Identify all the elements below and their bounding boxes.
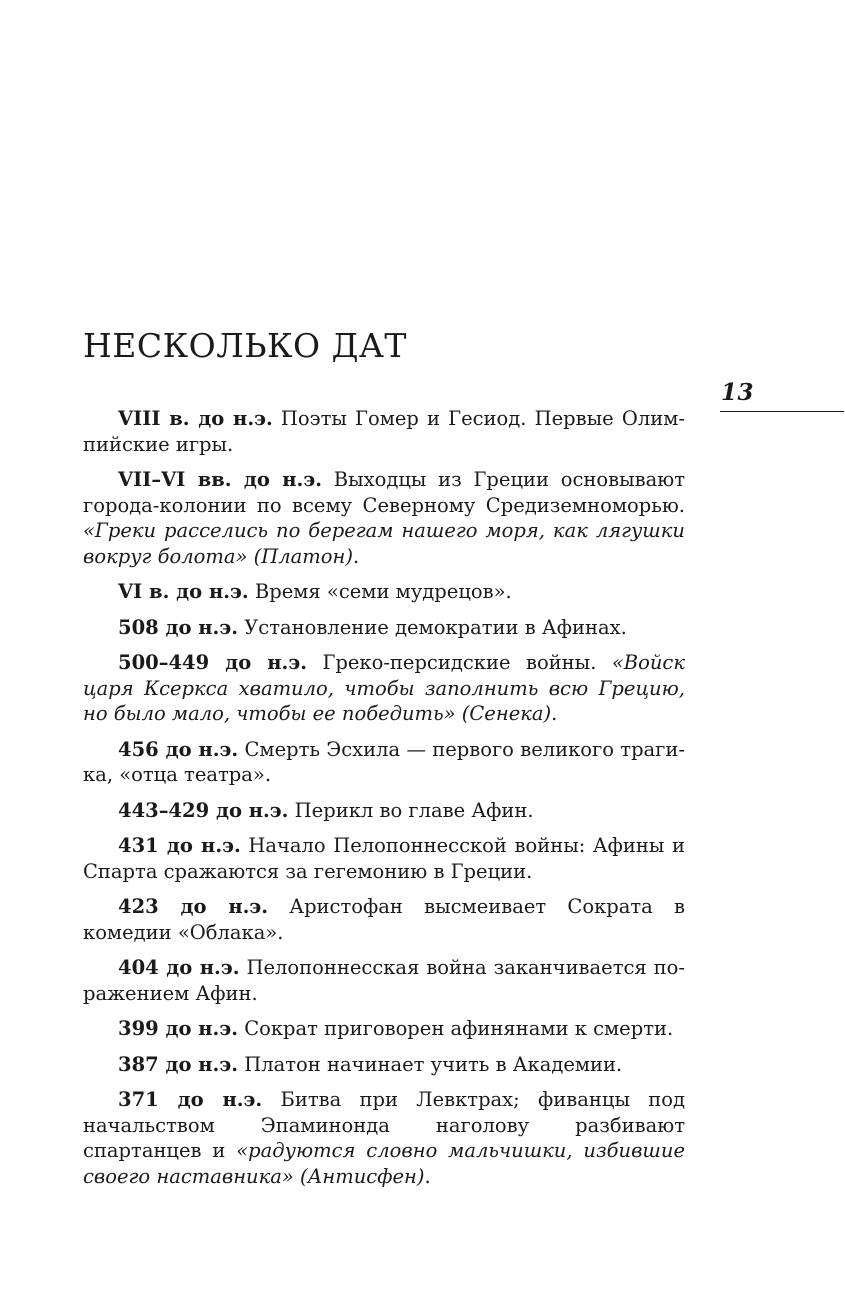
timeline-entry: [83, 1087, 685, 1189]
entry-tail: .: [424, 1164, 431, 1188]
timeline-entry: [83, 1052, 685, 1078]
entry-quote: «Греки расселись по берегам нашего моря, как лягушки вокруг болота» (Платон): [83, 519, 685, 568]
page-title: НЕСКОЛЬКО ДАТ: [83, 326, 407, 365]
timeline-entry: [83, 737, 685, 788]
entry-date: 404 до н.э.: [118, 956, 240, 979]
timeline-entry: [83, 579, 685, 605]
entry-text: Сократ приговорен афинянами к смерти.: [238, 1017, 674, 1040]
entry-date: 387 до н.э.: [118, 1052, 239, 1076]
entry-date: 456 до н.э.: [118, 737, 239, 761]
timeline-entry: [83, 798, 685, 824]
timeline-entry: [83, 467, 685, 569]
timeline-entry: [83, 406, 685, 457]
timeline-entry: [83, 650, 685, 727]
timeline-list: [83, 406, 685, 1199]
entry-text: Греко-персидские войны.: [307, 651, 612, 674]
entry-date: 443–429 до н.э.: [118, 798, 289, 822]
timeline-entry: [83, 894, 685, 945]
entry-text: Аристофан высмеивает Сократа в комедии «Облака».: [83, 895, 685, 944]
entry-text: Время «семи мудрецов».: [248, 580, 512, 603]
entry-text: Начало Пелопоннесской войны: Афины и Спарта сражаются за гегемонию в Греции.: [83, 834, 686, 883]
entry-text: Поэты Гомер и Гесиод. Первые Олимпийские игры.: [83, 407, 685, 456]
entry-date: 399 до н.э.: [118, 1017, 239, 1040]
entry-quote: «радуются словно мальчишки, избившие своего наставника» (Антисфен): [83, 1139, 686, 1188]
entry-date: VI в. до н.э.: [118, 580, 249, 603]
page-number-rule: [720, 411, 844, 412]
timeline-entry: [83, 833, 685, 884]
timeline-entry: [83, 955, 685, 1006]
entry-text: Установление демократии в Афинах.: [238, 615, 627, 639]
entry-date: 371 до н.э.: [118, 1088, 263, 1111]
entry-quote: «Войск царя Ксеркса хватило, чтобы заполнить всю Грецию, но было мало, чтобы ее победить» (Сенека): [83, 651, 685, 725]
entry-text: Платон начинает учить в Академии.: [238, 1052, 623, 1076]
entry-text: Перикл во главе Афин.: [288, 798, 534, 822]
page-number: 13: [721, 379, 755, 406]
entry-text: Смерть Эсхила — первого великого трагика, «отца театра».: [83, 737, 685, 786]
entry-tail: .: [352, 544, 360, 568]
entry-tail: .: [551, 702, 558, 725]
entry-date: 508 до н.э.: [118, 615, 239, 639]
entry-text: Выходцы из Греции основывают города-колонии по всему Северному Средиземноморью.: [83, 468, 685, 517]
entry-date: 500–449 до н.э.: [118, 651, 307, 674]
entry-date: VII–VI вв. до н.э.: [118, 468, 322, 491]
timeline-entry: [83, 1016, 685, 1042]
entry-text: Битва при Левктрах; фиванцы под начальством Эпаминонда наголову разбивают спартанцев и: [83, 1088, 686, 1162]
entry-text: Пелопоннесская война заканчивается поражением Афин.: [83, 956, 685, 1005]
timeline-entry: [83, 615, 685, 641]
entry-date: VIII в. до н.э.: [118, 407, 273, 430]
entry-date: 431 до н.э.: [118, 834, 241, 857]
entry-date: 423 до н.э.: [118, 895, 269, 918]
